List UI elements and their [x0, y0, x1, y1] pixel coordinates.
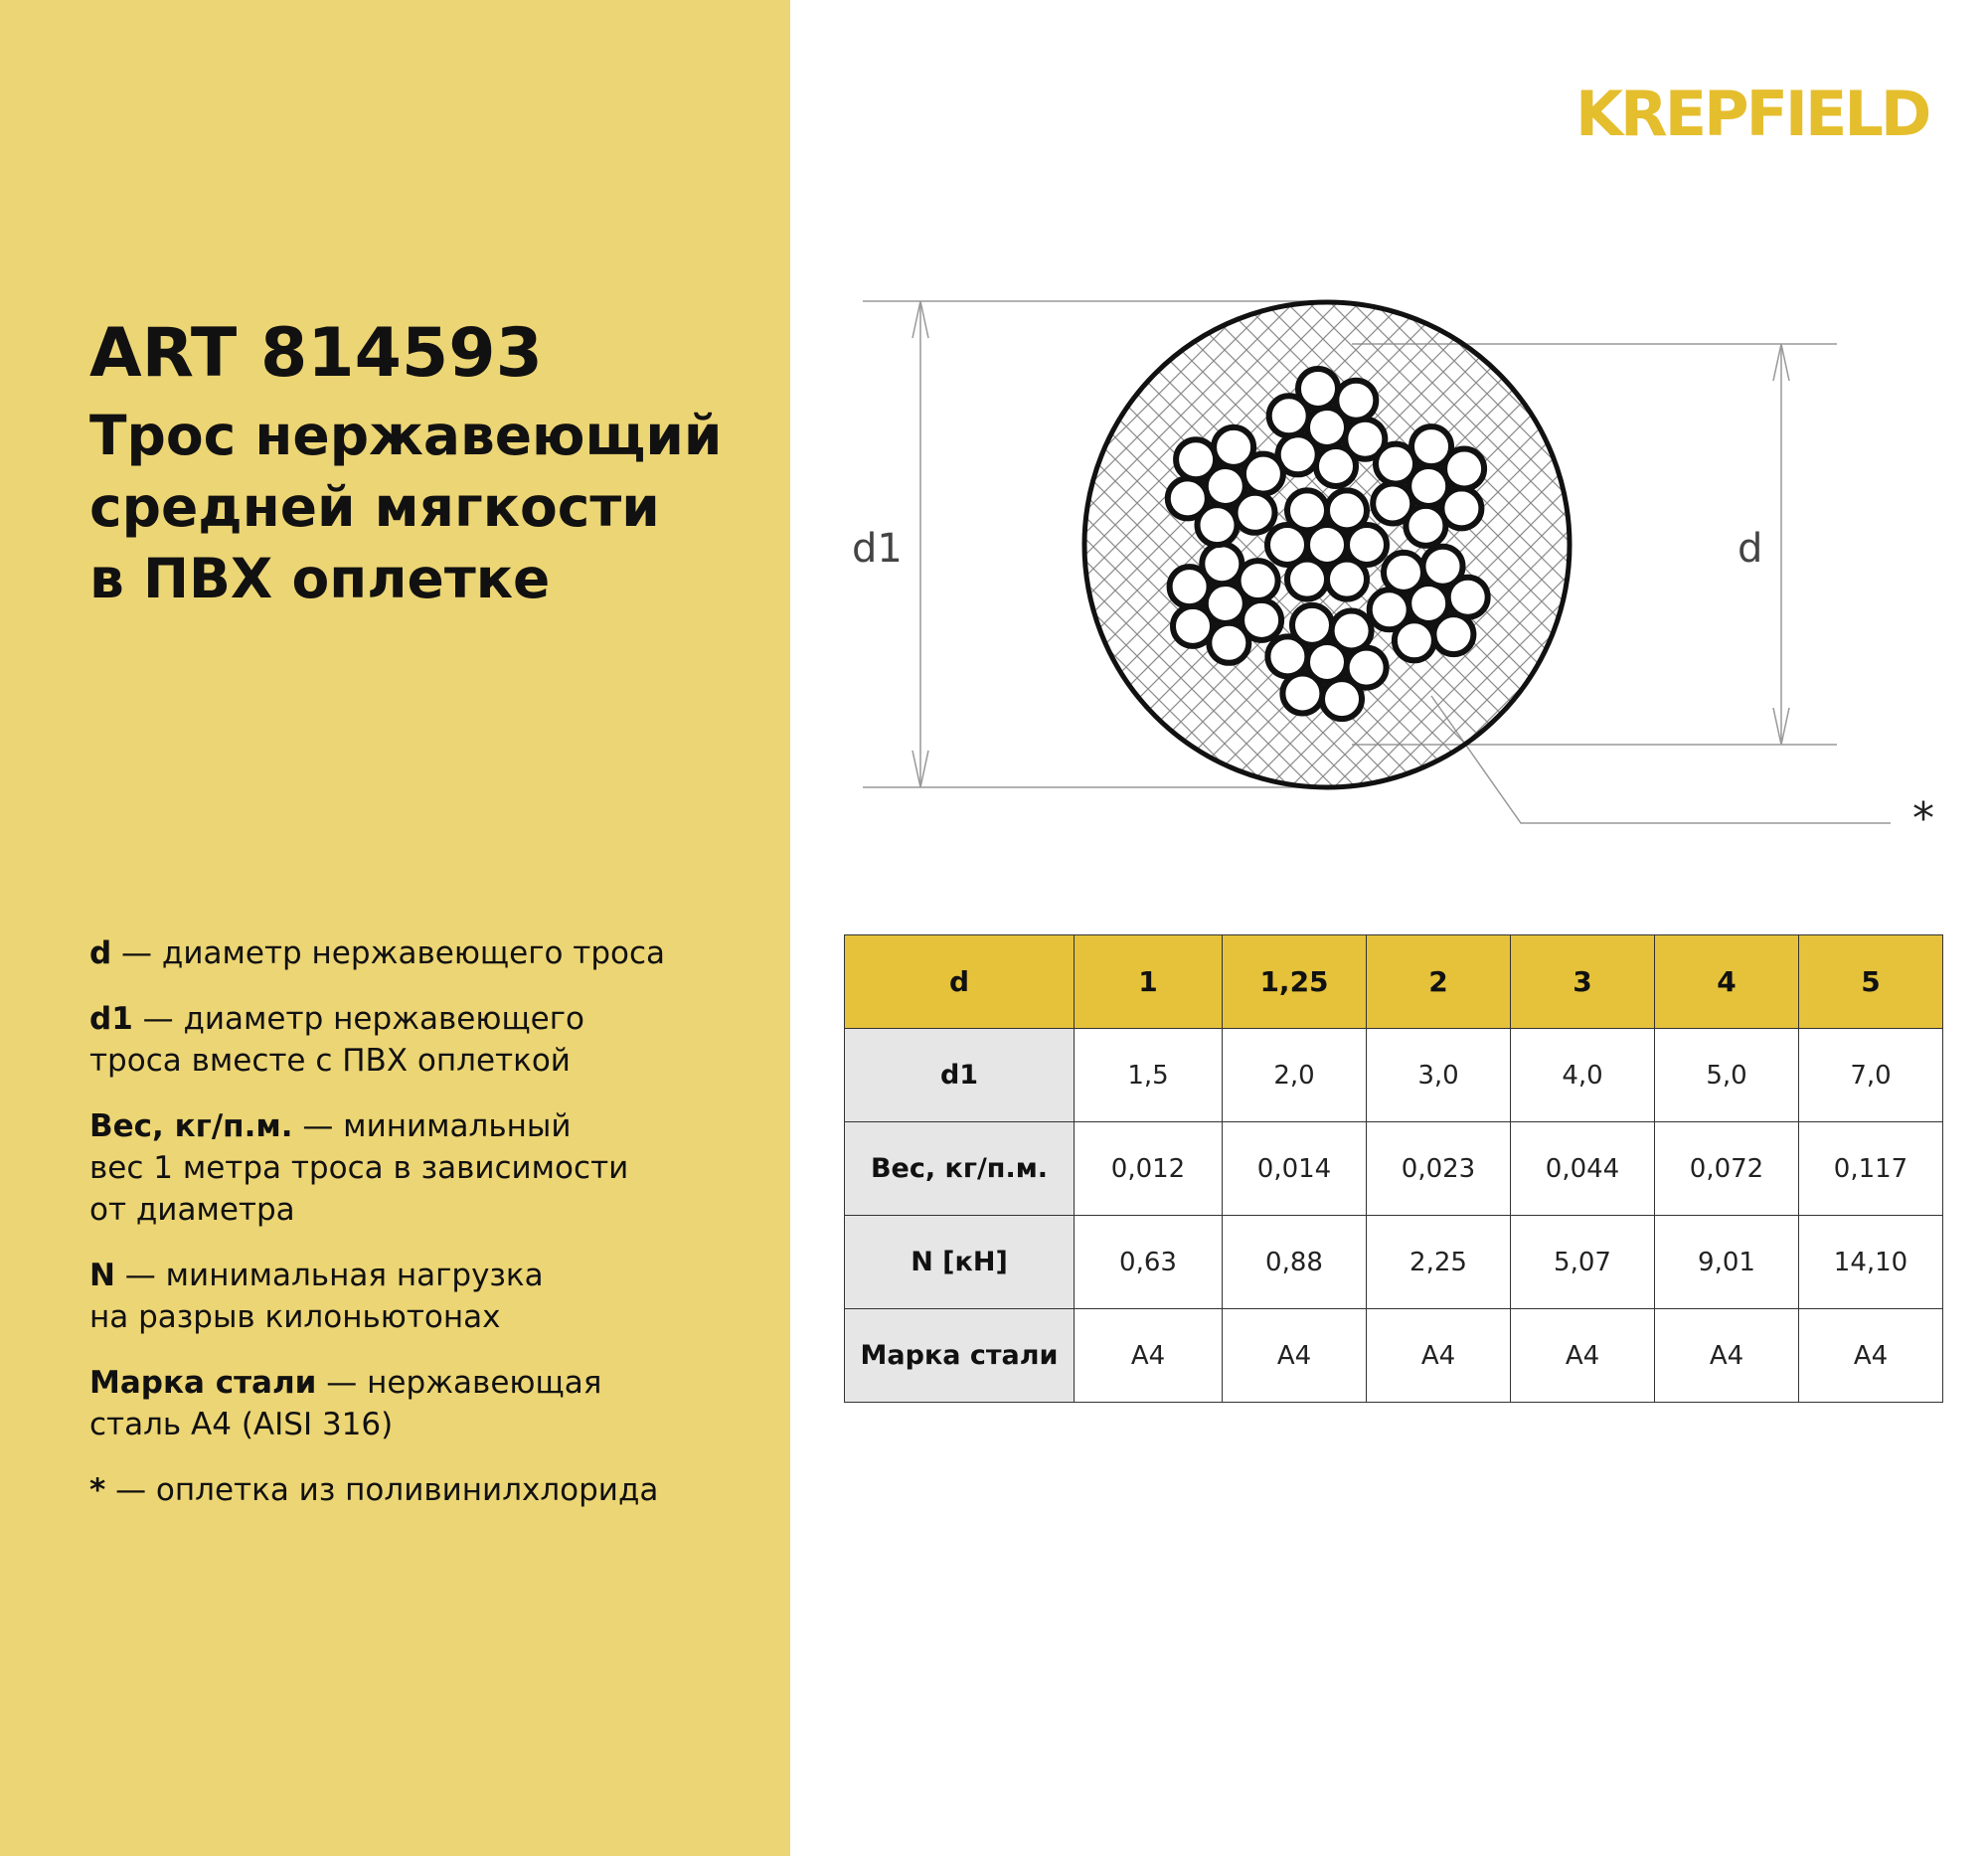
table-cell: 2,25: [1367, 1216, 1511, 1309]
wire-circle: [1316, 446, 1356, 486]
legend-text: — нержавеющая: [316, 1365, 602, 1401]
table-row: [845, 1122, 1943, 1216]
article-number: ART 814593: [89, 314, 543, 393]
legend-term: *: [89, 1472, 106, 1508]
legend-term: Вес, кг/п.м.: [89, 1108, 293, 1144]
legend-text: сталь А4 (AISI 316): [89, 1407, 394, 1442]
legend-item-weight: [89, 1105, 775, 1231]
wire-circle: [1347, 648, 1387, 688]
legend-item-n: [89, 1255, 775, 1338]
table-cell: А4: [1655, 1309, 1799, 1403]
legend-text: — диаметр нержавеющего: [132, 1001, 585, 1037]
wire-circle: [1298, 369, 1338, 409]
legend-item-star: [89, 1469, 775, 1511]
table-cell: А4: [1075, 1309, 1223, 1403]
header-cell: 1: [1075, 935, 1223, 1029]
table-cell: 5,07: [1511, 1216, 1655, 1309]
legend-text: — минимальный: [292, 1108, 572, 1144]
wire-circle: [1327, 490, 1367, 530]
legend-text: троса вместе с ПВХ оплеткой: [89, 1043, 571, 1079]
header-cell: 1,25: [1223, 935, 1367, 1029]
legend-item-d1: [89, 998, 775, 1082]
row-label: Вес, кг/п.м.: [845, 1122, 1075, 1216]
wire-circle: [1236, 493, 1275, 533]
table-cell: 0,072: [1655, 1122, 1799, 1216]
wire-circle: [1370, 590, 1409, 629]
row-label: N [кН]: [845, 1216, 1075, 1309]
table-cell: 2,0: [1223, 1029, 1367, 1122]
legend-text: — минимальная нагрузка: [114, 1258, 544, 1293]
wire-circle: [1448, 578, 1488, 617]
row-label: d1: [845, 1029, 1075, 1122]
table-cell: 5,0: [1655, 1029, 1799, 1122]
table-cell: 4,0: [1511, 1029, 1655, 1122]
wire-circle: [1332, 611, 1372, 651]
legend-text: вес 1 метра троса в зависимости: [89, 1150, 629, 1186]
product-title-line-1: Трос нержавеющий: [89, 404, 723, 467]
wire-circle: [1239, 561, 1278, 600]
table-cell: 1,5: [1075, 1029, 1223, 1122]
legend-item-d: [89, 932, 775, 974]
label-d1: d1: [852, 526, 903, 572]
table-cell: 0,023: [1367, 1122, 1511, 1216]
wire-circle: [1444, 449, 1484, 489]
table-row: [845, 1309, 1943, 1403]
legend-item-steel-grade: [89, 1362, 775, 1445]
table-cell: 0,88: [1223, 1216, 1367, 1309]
legend-text: от диаметра: [89, 1192, 295, 1228]
legend-text: на разрыв килоньютонах: [89, 1299, 501, 1335]
wire-circle: [1176, 439, 1216, 479]
wire-circle: [1384, 553, 1423, 592]
brand-logo: KREPFIELD: [1575, 78, 1929, 150]
wire-circle: [1292, 605, 1332, 645]
header-cell: d: [845, 935, 1075, 1029]
wire-circle: [1282, 674, 1322, 714]
table-cell: А4: [1799, 1309, 1943, 1403]
table-cell: А4: [1223, 1309, 1367, 1403]
label-d: d: [1738, 526, 1763, 572]
product-title-line-2: средней мягкости: [89, 475, 660, 539]
legend-text: — оплетка из поливинилхлорида: [105, 1472, 659, 1508]
table-row: [845, 1216, 1943, 1309]
legend-term: Марка стали: [89, 1365, 317, 1401]
table-cell: 0,012: [1075, 1122, 1223, 1216]
wire-circle: [1173, 606, 1213, 646]
header-cell: 4: [1655, 935, 1799, 1029]
wire-circle: [1287, 490, 1327, 530]
legend-text: — диаметр нержавеющего троса: [111, 935, 666, 971]
wire-circle: [1433, 614, 1473, 654]
product-title-line-3: в ПВХ оплетке: [89, 547, 551, 610]
table-cell: А4: [1511, 1309, 1655, 1403]
table-cell: 0,63: [1075, 1216, 1223, 1309]
header-cell: 2: [1367, 935, 1511, 1029]
wire-circle: [1327, 560, 1367, 599]
legend-term: d1: [89, 1001, 133, 1037]
table-cell: 9,01: [1655, 1216, 1799, 1309]
label-star: *: [1912, 793, 1934, 844]
cable-cross-section-diagram: [0, 0, 1988, 895]
wire-circle: [1373, 484, 1412, 524]
header-cell: 3: [1511, 935, 1655, 1029]
table-cell: 0,014: [1223, 1122, 1367, 1216]
table-header-row: [845, 935, 1943, 1029]
row-label: Марка стали: [845, 1309, 1075, 1403]
table-row: [845, 1029, 1943, 1122]
table-cell: 3,0: [1367, 1029, 1511, 1122]
wire-circle: [1336, 381, 1376, 421]
legend-term: d: [89, 935, 112, 971]
legend: [89, 932, 775, 1535]
table-cell: 14,10: [1799, 1216, 1943, 1309]
specs-table: [844, 934, 1943, 1403]
table-cell: 7,0: [1799, 1029, 1943, 1122]
legend-term: N: [89, 1258, 115, 1293]
table-cell: А4: [1367, 1309, 1511, 1403]
wire-circle: [1243, 454, 1283, 494]
table-cell: 0,117: [1799, 1122, 1943, 1216]
header-cell: 5: [1799, 935, 1943, 1029]
table-cell: 0,044: [1511, 1122, 1655, 1216]
wire-circle: [1242, 600, 1281, 640]
wire-circle: [1168, 478, 1208, 518]
